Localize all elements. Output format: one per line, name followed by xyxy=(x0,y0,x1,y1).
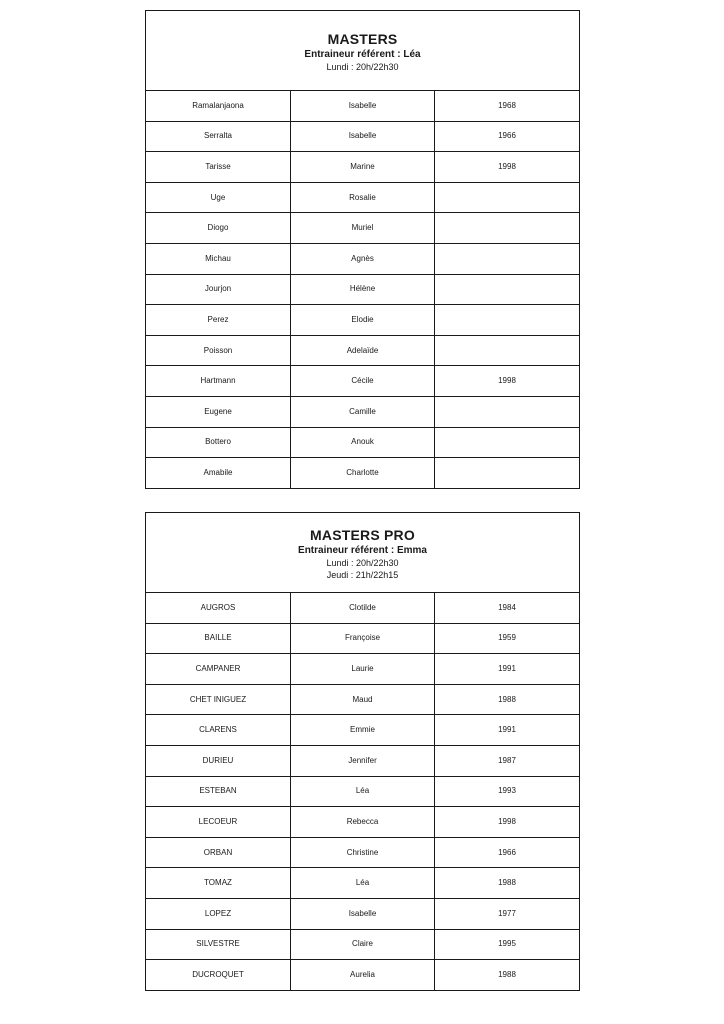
last-name-cell: Ramalanjaona xyxy=(146,91,291,122)
table-row xyxy=(146,807,580,838)
masters-table xyxy=(145,10,580,489)
birth-year-cell xyxy=(435,427,580,458)
last-name-cell: LOPEZ xyxy=(146,898,291,929)
birth-year-cell xyxy=(435,213,580,244)
table-row xyxy=(146,305,580,336)
birth-year-cell: 1984 xyxy=(435,593,580,624)
first-name-cell: Muriel xyxy=(291,213,435,244)
first-name-cell: Rebecca xyxy=(291,807,435,838)
birth-year-cell: 1988 xyxy=(435,684,580,715)
table-row xyxy=(146,745,580,776)
last-name-cell: DUCROQUET xyxy=(146,960,291,991)
group-schedule-line: Lundi : 20h/22h30 xyxy=(326,557,399,568)
last-name-cell: Perez xyxy=(146,305,291,336)
last-name-cell: TOMAZ xyxy=(146,868,291,899)
group-title: MASTERS xyxy=(327,30,398,47)
first-name-cell: Agnès xyxy=(291,243,435,274)
table-row xyxy=(146,654,580,685)
birth-year-cell xyxy=(435,243,580,274)
last-name-cell: Michau xyxy=(146,243,291,274)
table-row xyxy=(146,121,580,152)
group-coach: Entraineur référent : Emma xyxy=(298,544,427,556)
table-row xyxy=(146,715,580,746)
birth-year-cell: 1998 xyxy=(435,152,580,183)
last-name-cell: CLARENS xyxy=(146,715,291,746)
first-name-cell: Emmie xyxy=(291,715,435,746)
first-name-cell: Hélène xyxy=(291,274,435,305)
masters-rows xyxy=(146,91,580,489)
last-name-cell: CHET INIGUEZ xyxy=(146,684,291,715)
first-name-cell: Léa xyxy=(291,776,435,807)
birth-year-cell: 1988 xyxy=(435,868,580,899)
birth-year-cell xyxy=(435,396,580,427)
first-name-cell: Charlotte xyxy=(291,458,435,489)
group-schedule-line: Lundi : 20h/22h30 xyxy=(326,61,399,72)
first-name-cell: Anouk xyxy=(291,427,435,458)
table-row xyxy=(146,243,580,274)
group-title: MASTERS PRO xyxy=(310,526,415,543)
first-name-cell: Claire xyxy=(291,929,435,960)
last-name-cell: ESTEBAN xyxy=(146,776,291,807)
table-row xyxy=(146,929,580,960)
last-name-cell: ORBAN xyxy=(146,837,291,868)
table-row xyxy=(146,837,580,868)
table-row xyxy=(146,335,580,366)
masters-pro-header xyxy=(146,513,580,593)
last-name-cell: Uge xyxy=(146,182,291,213)
table-row xyxy=(146,182,580,213)
masters-pro-table xyxy=(145,512,580,991)
table-row xyxy=(146,623,580,654)
table-row xyxy=(146,458,580,489)
first-name-cell: Aurelia xyxy=(291,960,435,991)
first-name-cell: Françoise xyxy=(291,623,435,654)
birth-year-cell xyxy=(435,274,580,305)
last-name-cell: Tarisse xyxy=(146,152,291,183)
first-name-cell: Léa xyxy=(291,868,435,899)
last-name-cell: Hartmann xyxy=(146,366,291,397)
birth-year-cell: 1991 xyxy=(435,715,580,746)
birth-year-cell: 1998 xyxy=(435,807,580,838)
birth-year-cell: 1995 xyxy=(435,929,580,960)
first-name-cell: Isabelle xyxy=(291,91,435,122)
last-name-cell: Poisson xyxy=(146,335,291,366)
table-row xyxy=(146,868,580,899)
last-name-cell: Amabile xyxy=(146,458,291,489)
last-name-cell: BAILLE xyxy=(146,623,291,654)
last-name-cell: Serralta xyxy=(146,121,291,152)
last-name-cell: CAMPANER xyxy=(146,654,291,685)
birth-year-cell: 1991 xyxy=(435,654,580,685)
masters-group-table xyxy=(145,10,579,489)
first-name-cell: Christine xyxy=(291,837,435,868)
first-name-cell: Marine xyxy=(291,152,435,183)
last-name-cell: AUGROS xyxy=(146,593,291,624)
table-row xyxy=(146,898,580,929)
table-row xyxy=(146,593,580,624)
first-name-cell: Adelaïde xyxy=(291,335,435,366)
first-name-cell: Isabelle xyxy=(291,898,435,929)
table-row xyxy=(146,427,580,458)
masters-header xyxy=(146,11,580,91)
table-row xyxy=(146,213,580,244)
last-name-cell: SILVESTRE xyxy=(146,929,291,960)
last-name-cell: LECOEUR xyxy=(146,807,291,838)
group-schedule-line: Jeudi : 21h/22h15 xyxy=(326,569,399,580)
table-row xyxy=(146,152,580,183)
birth-year-cell: 1966 xyxy=(435,121,580,152)
first-name-cell: Laurie xyxy=(291,654,435,685)
birth-year-cell: 1966 xyxy=(435,837,580,868)
table-row xyxy=(146,684,580,715)
table-row xyxy=(146,396,580,427)
masters-pro-group-table xyxy=(145,512,579,991)
last-name-cell: DURIEU xyxy=(146,745,291,776)
table-row xyxy=(146,91,580,122)
group-coach: Entraineur référent : Léa xyxy=(304,48,421,60)
table-row xyxy=(146,366,580,397)
first-name-cell: Jennifer xyxy=(291,745,435,776)
first-name-cell: Rosalie xyxy=(291,182,435,213)
last-name-cell: Eugene xyxy=(146,396,291,427)
first-name-cell: Clotilde xyxy=(291,593,435,624)
table-row xyxy=(146,274,580,305)
last-name-cell: Jourjon xyxy=(146,274,291,305)
birth-year-cell: 1987 xyxy=(435,745,580,776)
first-name-cell: Cécile xyxy=(291,366,435,397)
birth-year-cell: 1988 xyxy=(435,960,580,991)
birth-year-cell: 1998 xyxy=(435,366,580,397)
first-name-cell: Isabelle xyxy=(291,121,435,152)
birth-year-cell: 1977 xyxy=(435,898,580,929)
birth-year-cell: 1968 xyxy=(435,91,580,122)
birth-year-cell xyxy=(435,335,580,366)
birth-year-cell: 1959 xyxy=(435,623,580,654)
masters-pro-rows xyxy=(146,593,580,991)
birth-year-cell xyxy=(435,305,580,336)
first-name-cell: Elodie xyxy=(291,305,435,336)
last-name-cell: Diogo xyxy=(146,213,291,244)
table-row xyxy=(146,960,580,991)
first-name-cell: Maud xyxy=(291,684,435,715)
first-name-cell: Camille xyxy=(291,396,435,427)
birth-year-cell: 1993 xyxy=(435,776,580,807)
birth-year-cell xyxy=(435,458,580,489)
table-row xyxy=(146,776,580,807)
last-name-cell: Bottero xyxy=(146,427,291,458)
birth-year-cell xyxy=(435,182,580,213)
